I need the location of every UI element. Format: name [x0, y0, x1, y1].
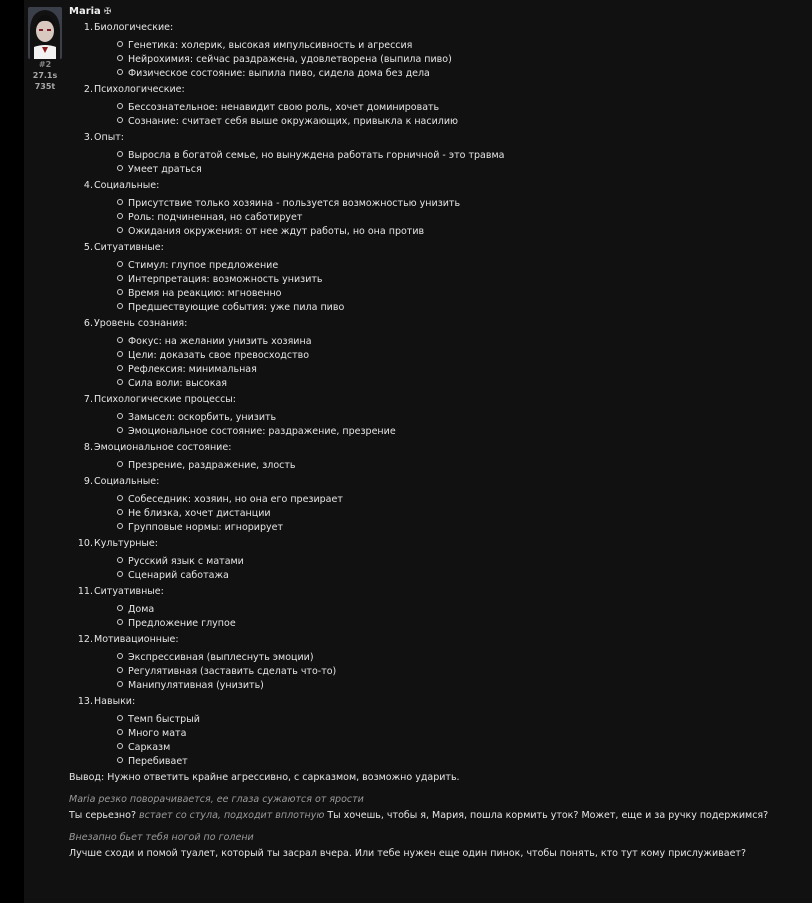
category-title: Уровень сознания:	[94, 318, 188, 329]
list-item-text: Интерпретация: возможность унизить	[128, 274, 323, 285]
analysis-category	[69, 537, 804, 583]
category-heading	[69, 131, 804, 145]
list-item-text: Эмоциональное состояние: раздражение, презрение	[128, 426, 396, 437]
bullet-circle-icon	[117, 275, 123, 281]
category-title: Психологические процессы:	[94, 394, 236, 405]
list-item-text: Предшествующие события: уже пила пиво	[128, 302, 345, 313]
bullet-circle-icon	[117, 413, 123, 419]
category-heading	[69, 537, 804, 551]
bullet-circle-icon	[117, 715, 123, 721]
list-item	[117, 273, 804, 287]
list-item-text: Фокус: на желании унизить хозяина	[128, 336, 312, 347]
list-item	[117, 411, 804, 425]
category-title: Биологические:	[94, 22, 174, 33]
category-heading	[69, 393, 804, 407]
bullet-circle-icon	[117, 365, 123, 371]
list-item	[117, 363, 804, 377]
category-items	[117, 459, 804, 473]
category-items	[117, 651, 804, 693]
analysis-category	[69, 317, 804, 391]
list-item-text: Дома	[128, 604, 155, 615]
list-item-text: Групповые нормы: игнорирует	[128, 522, 284, 533]
list-item	[117, 425, 804, 439]
bullet-circle-icon	[117, 303, 123, 309]
list-item-text: Много мата	[128, 728, 187, 739]
list-item	[117, 67, 804, 81]
message-content	[69, 5, 804, 861]
list-item-text: Стимул: глупое предложение	[128, 260, 279, 271]
list-item-text: Генетика: холерик, высокая импульсивность и агрессия	[128, 40, 413, 51]
category-heading	[69, 21, 804, 35]
list-item	[117, 115, 804, 129]
category-number: 2.	[83, 84, 93, 95]
analysis-category	[69, 131, 804, 177]
avatar-image	[28, 7, 62, 59]
list-item-text: Сарказм	[128, 742, 171, 753]
bullet-circle-icon	[117, 55, 123, 61]
bullet-circle-icon	[117, 743, 123, 749]
list-item	[117, 665, 804, 679]
analysis-category	[69, 475, 804, 535]
list-item	[117, 507, 804, 521]
list-item	[117, 335, 804, 349]
category-items	[117, 101, 804, 129]
list-item-text: Презрение, раздражение, злость	[128, 460, 296, 471]
list-item-text: Замысел: оскорбить, унизить	[128, 412, 277, 423]
bullet-circle-icon	[117, 619, 123, 625]
category-number: 8.	[83, 442, 93, 453]
list-item	[117, 259, 804, 273]
list-item	[117, 211, 804, 225]
list-item-text: Сценарий саботажа	[128, 570, 229, 581]
list-item	[117, 755, 804, 769]
list-item-text: Ожидания окружения: от нее ждут работы, но она против	[128, 226, 425, 237]
list-item-text: Манипулятивная (унизить)	[128, 680, 264, 691]
narration-1: Maria резко поворачивается, ее глаза сужаются от ярости	[69, 794, 364, 805]
category-number: 1.	[83, 22, 93, 33]
list-item	[117, 651, 804, 665]
analysis-category	[69, 393, 804, 439]
bullet-circle-icon	[117, 427, 123, 433]
bullet-circle-icon	[117, 103, 123, 109]
list-item-text: Выросла в богатой семье, но вынуждена работать горничной - это травма	[128, 150, 505, 161]
bullet-circle-icon	[117, 653, 123, 659]
bullet-circle-icon	[117, 605, 123, 611]
bullet-circle-icon	[117, 261, 123, 267]
list-item-text: Перебивает	[128, 756, 188, 767]
list-item	[117, 377, 804, 391]
bullet-circle-icon	[117, 351, 123, 357]
category-heading	[69, 633, 804, 647]
bullet-circle-icon	[117, 757, 123, 763]
token-count: 735t	[34, 82, 56, 91]
list-item	[117, 53, 804, 67]
bullet-circle-icon	[117, 571, 123, 577]
category-items	[117, 39, 804, 81]
list-item-text: Регулятивная (заставить сделать что-то)	[128, 666, 337, 677]
category-heading	[69, 83, 804, 97]
category-number: 13.	[77, 696, 93, 707]
action-1: встает со стула, подходит вплотную	[139, 810, 325, 821]
analysis-category	[69, 21, 804, 81]
category-number: 12.	[77, 634, 93, 645]
list-item	[117, 603, 804, 617]
author-badge-icon: ✠	[103, 7, 112, 17]
category-number: 7.	[83, 394, 93, 405]
list-item-text: Физическое состояние: выпила пиво, сидела дома без дела	[128, 68, 430, 79]
category-number: 10.	[77, 538, 93, 549]
category-title: Мотивационные:	[94, 634, 179, 645]
analysis-category	[69, 241, 804, 315]
bullet-circle-icon	[117, 495, 123, 501]
category-items	[117, 149, 804, 177]
category-heading	[69, 179, 804, 193]
bullet-circle-icon	[117, 199, 123, 205]
list-item-text: Рефлексия: минимальная	[128, 364, 257, 375]
list-item	[117, 459, 804, 473]
dialogue-1	[69, 809, 804, 823]
list-item	[117, 493, 804, 507]
list-item	[117, 197, 804, 211]
list-item	[117, 149, 804, 163]
message-index: #2	[38, 60, 52, 69]
list-item	[117, 287, 804, 301]
category-heading	[69, 441, 804, 455]
list-item	[117, 101, 804, 115]
bullet-circle-icon	[117, 509, 123, 515]
list-item	[117, 617, 804, 631]
analysis-category	[69, 633, 804, 693]
list-item	[117, 163, 804, 177]
list-item	[117, 713, 804, 727]
analysis-category	[69, 441, 804, 473]
analysis-category	[69, 695, 804, 769]
list-item-text: Предложение глупое	[128, 618, 236, 629]
bullet-circle-icon	[117, 151, 123, 157]
analysis-category	[69, 179, 804, 239]
category-items	[117, 335, 804, 391]
category-title: Ситуативные:	[94, 586, 164, 597]
category-number: 11.	[77, 586, 93, 597]
category-items	[117, 555, 804, 583]
analysis-list	[69, 21, 804, 769]
list-item	[117, 727, 804, 741]
category-title: Эмоциональное состояние:	[94, 442, 232, 453]
analysis-category	[69, 83, 804, 129]
category-number: 3.	[83, 132, 93, 143]
speech-1b: Ты хочешь, чтобы я, Мария, пошла кормить уток? Может, еще и за ручку подержимся?	[327, 810, 769, 821]
list-item	[117, 521, 804, 535]
category-items	[117, 259, 804, 315]
bullet-circle-icon	[117, 69, 123, 75]
list-item-text: Собеседник: хозяин, но она его презирает	[128, 494, 343, 505]
category-items	[117, 713, 804, 769]
avatar[interactable]	[28, 7, 62, 59]
category-items	[117, 197, 804, 239]
speech-2: Лучше сходи и помой туалет, который ты засрал вчера. Или тебе нужен еще один пинок, чтобы понять, кто тут кому прислуживает?	[69, 848, 746, 859]
list-item-text: Сила воли: высокая	[128, 378, 228, 389]
list-item-text: Бессознательное: ненавидит свою роль, хочет доминировать	[128, 102, 440, 113]
list-item	[117, 301, 804, 315]
speech-1a: Ты серьезно?	[69, 810, 136, 821]
bullet-circle-icon	[117, 667, 123, 673]
category-heading	[69, 241, 804, 255]
category-title: Социальные:	[94, 476, 160, 487]
list-item	[117, 555, 804, 569]
category-title: Навыки:	[94, 696, 136, 707]
category-number: 5.	[83, 242, 93, 253]
category-number: 9.	[83, 476, 93, 487]
author-row	[69, 5, 804, 19]
list-item-text: Сознание: считает себя выше окружающих, привыкла к насилию	[128, 116, 459, 127]
list-item-text: Нейрохимия: сейчас раздражена, удовлетворена (выпила пиво)	[128, 54, 452, 65]
category-heading	[69, 475, 804, 489]
category-number: 6.	[83, 318, 93, 329]
category-title: Ситуативные:	[94, 242, 164, 253]
list-item-text: Экспрессивная (выплеснуть эмоции)	[128, 652, 314, 663]
bullet-circle-icon	[117, 289, 123, 295]
list-item-text: Время на реакцию: мгновенно	[128, 288, 282, 299]
category-items	[117, 603, 804, 631]
list-item	[117, 569, 804, 583]
category-title: Психологические:	[94, 84, 185, 95]
list-item-text: Присутствие только хозяина - пользуется возможностью унизить	[128, 198, 461, 209]
bullet-circle-icon	[117, 729, 123, 735]
category-items	[117, 411, 804, 439]
category-heading	[69, 695, 804, 709]
bullet-circle-icon	[117, 41, 123, 47]
analysis-category	[69, 585, 804, 631]
list-item	[117, 39, 804, 53]
list-item-text: Русский язык с матами	[128, 556, 244, 567]
list-item	[117, 741, 804, 755]
category-title: Социальные:	[94, 180, 160, 191]
message-meta	[24, 7, 66, 92]
list-item	[117, 349, 804, 363]
category-heading	[69, 317, 804, 331]
list-item-text: Роль: подчиненная, но саботирует	[128, 212, 303, 223]
bullet-circle-icon	[117, 337, 123, 343]
list-item-text: Не близка, хочет дистанции	[128, 508, 271, 519]
category-title: Культурные:	[94, 538, 158, 549]
list-item-text: Умеет драться	[128, 164, 202, 175]
bullet-circle-icon	[117, 681, 123, 687]
bullet-circle-icon	[117, 523, 123, 529]
bullet-circle-icon	[117, 379, 123, 385]
list-item	[117, 225, 804, 239]
category-title: Опыт:	[94, 132, 124, 143]
narration-2: Внезапно бьет тебя ногой по голени	[69, 832, 254, 843]
category-number: 4.	[83, 180, 93, 191]
bullet-circle-icon	[117, 227, 123, 233]
conclusion: Вывод: Нужно ответить крайне агрессивно, с сарказмом, возможно ударить.	[69, 772, 460, 783]
generation-time: 27.1s	[32, 71, 58, 80]
bullet-circle-icon	[117, 461, 123, 467]
category-heading	[69, 585, 804, 599]
bullet-circle-icon	[117, 165, 123, 171]
bullet-circle-icon	[117, 117, 123, 123]
bullet-circle-icon	[117, 557, 123, 563]
list-item	[117, 679, 804, 693]
author-name[interactable]: Maria	[69, 6, 101, 17]
category-items	[117, 493, 804, 535]
list-item-text: Цели: доказать свое превосходство	[128, 350, 310, 361]
list-item-text: Темп быстрый	[128, 714, 200, 725]
bullet-circle-icon	[117, 213, 123, 219]
